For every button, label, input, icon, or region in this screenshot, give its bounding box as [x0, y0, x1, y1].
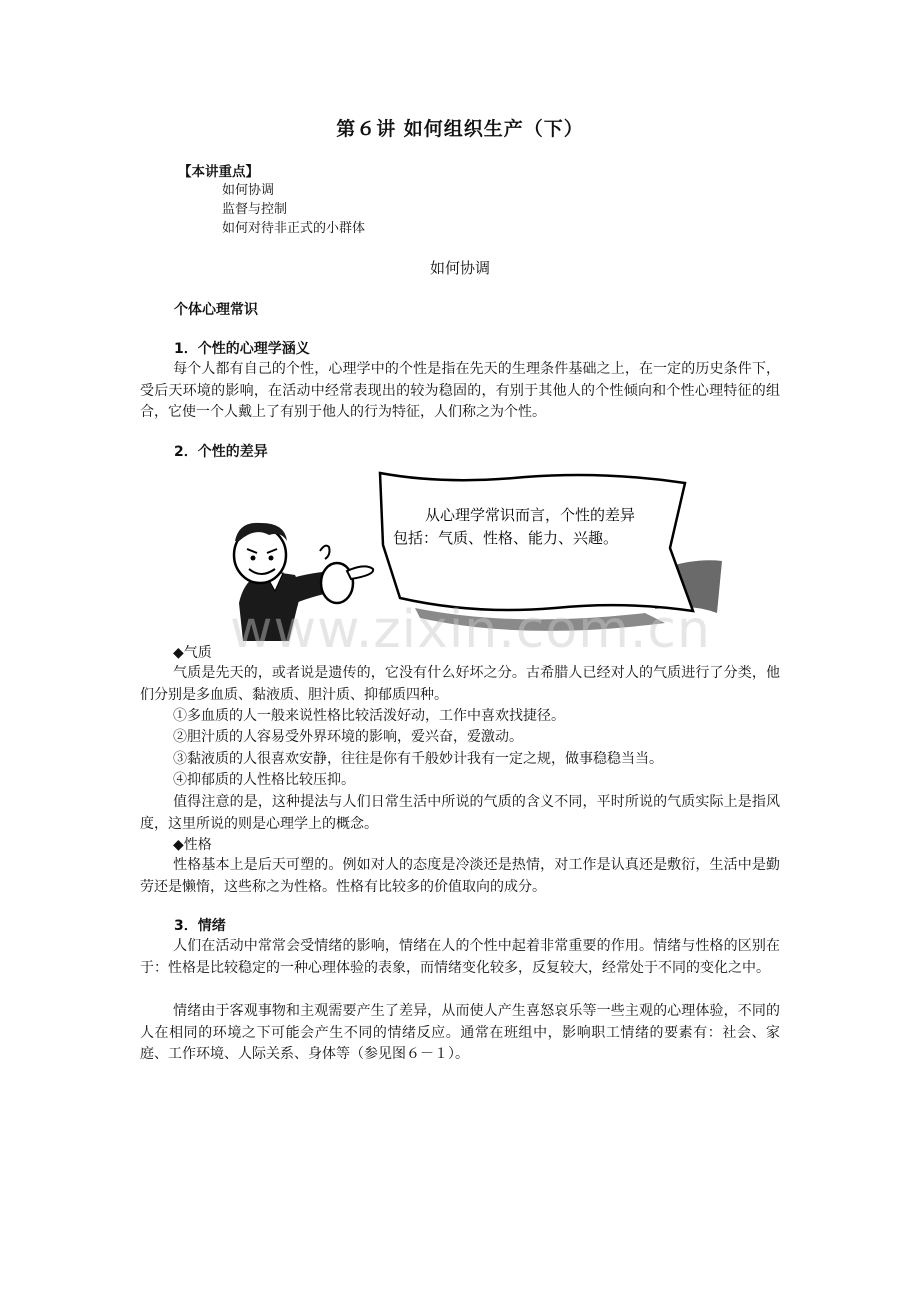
character-heading: ◆性格: [173, 837, 212, 853]
paragraph-text: 情绪由于客观事物和主观需要产生了差异，从而使人产生喜怒哀乐等一些主观的心理体验，不同的人在相同的环境之下可能会产生不同的情绪反应。通常在班组中，影响职工情绪的要素有：社会、家庭、工作环境、人际关系、身体等（参见图６－１）。: [140, 1003, 780, 1062]
key-points-heading: 【本讲重点】: [178, 164, 259, 180]
subsection-heading: 个体心理常识: [174, 302, 258, 318]
man-finger: [347, 566, 373, 579]
key-point-item: 监督与控制: [222, 202, 288, 217]
paragraph-text: 性格基本上是后天可塑的。例如对人的态度是冷淡还是热情，对工作是认真还是敷衍，生活中是勤劳还是懒惰，这些称之为性格。性格有比较多的价值取向的成分。: [140, 857, 780, 895]
key-point-item: 如何对待非正式的小群体: [222, 221, 366, 236]
emotion-heading: 3．情绪: [174, 918, 226, 934]
paragraph-text: 每个人都有自己的个性，心理学中的个性是指在先天的生理条件基础之上，在一定的历史条件下，受后天环境的影响，在活动中经常表现出的较为稳固的，有别于其他人的个性倾向和个性心理特征的组合，它使一个人戴上了有别于他人的行为特征，人们称之为个性。: [140, 361, 780, 420]
temperament-intro: [140, 663, 780, 706]
man-eye: [251, 556, 256, 561]
heading-personality-meaning: 1．个性的心理学涵义: [174, 341, 310, 357]
man-eye: [269, 556, 274, 561]
emotion-paragraph-1: [140, 936, 780, 979]
temperament-heading: ◆气质: [173, 645, 212, 661]
temperament-type: ①多血质的人一般来说性格比较活泼好动，工作中喜欢找捷径。: [173, 708, 565, 724]
emotion-paragraph-2: [140, 1001, 780, 1066]
key-point-item: 如何协调: [222, 183, 275, 198]
paragraph-text: 值得注意的是，这种提法与人们日常生活中所说的气质的含义不同，平时所说的气质实际上是指风度，这里所说的则是心理学上的概念。: [140, 794, 780, 832]
paragraph-text: 人们在活动中常常会受情绪的影响，情绪在人的个性中起着非常重要的作用。情绪与性格的区别在于：性格是比较稳定的一种心理体验的表象，而情绪变化较多，反复较大，经常处于不同的变化之中。: [140, 938, 780, 976]
temperament-type: ④抑郁质的人性格比较压抑。: [173, 772, 355, 788]
man-hand: [321, 563, 353, 603]
heading-personality-difference: 2．个性的差异: [174, 444, 268, 460]
character-text: [140, 855, 780, 898]
bubble-line-2: 包括：气质、性格、能力、兴趣。: [393, 529, 619, 547]
section-title: 如何协调: [429, 259, 490, 277]
paragraph-text: 气质是先天的，或者说是遗传的，它没有什么好坏之分。古希腊人已经对人的气质进行了分类，他们分别是多血质、黏液质、胆汁质、抑郁质四种。: [140, 665, 780, 703]
temperament-note: [140, 792, 780, 835]
watermark: www.zixin.com.cn: [230, 600, 711, 660]
man-thumb: [320, 546, 330, 559]
paragraph-personality-meaning: [140, 359, 780, 424]
temperament-type: ③黏液质的人很喜欢安静，往往是你有千般妙计我有一定之规，做事稳稳当当。: [173, 751, 663, 767]
bubble-line-1: 从心理学常识而言，个性的差异: [425, 506, 636, 524]
temperament-type: ②胆汁质的人容易受外界环境的影响，爱兴奋，爱激动。: [173, 729, 523, 745]
page-title: 第６讲 如何组织生产（下）: [336, 118, 584, 140]
